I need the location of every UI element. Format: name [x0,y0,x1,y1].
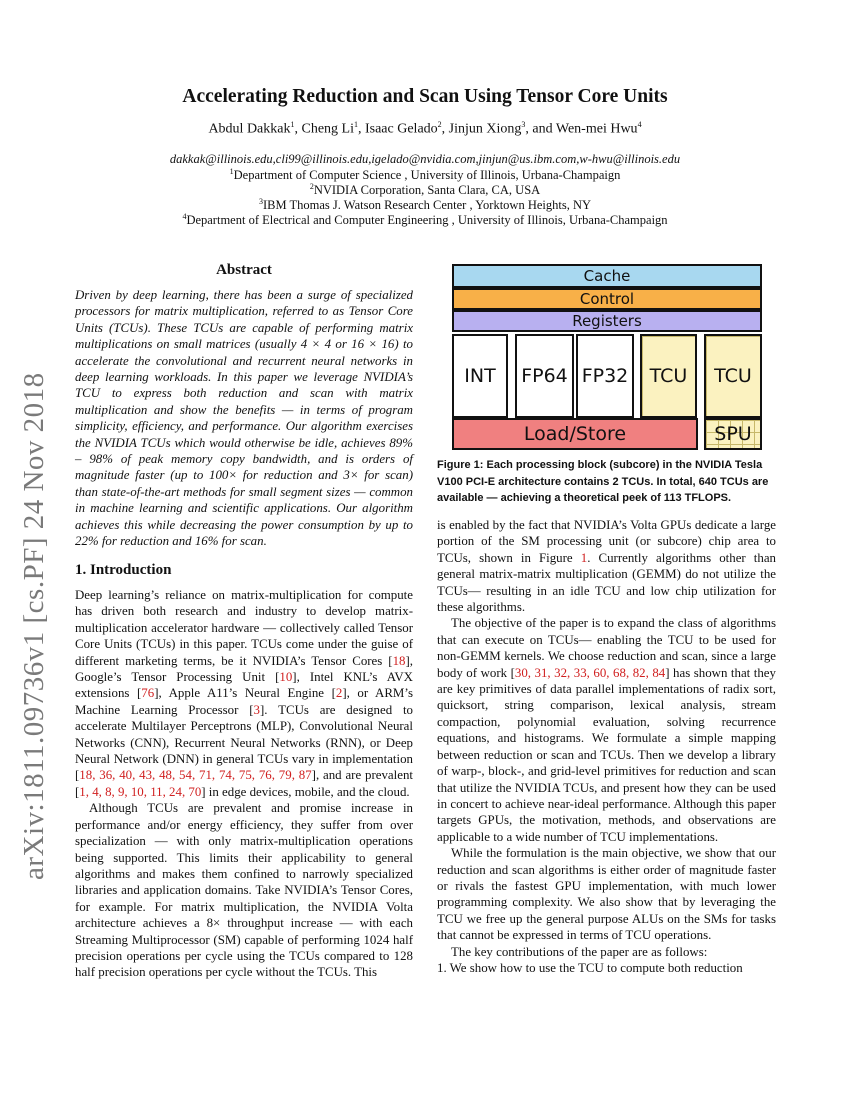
author-emails: dakkak@illinois.edu,cli99@illinois.edu,igelado@nvidia.com,jinjun@us.ibm.com,w-hwu@illinois.edu [169,152,681,166]
author-list: Abdul Dakkak$^1$, Cheng Li$^1$, Isaac Gelado$^2$, Jinjun Xiong$^3$, and Wen-mei Hwu$^4$ [208,120,642,137]
right-paragraph-3: While the formulation is the main objective, we show that our reduction and scan algorithms is either order of magnitude faster or rivals the fastest GPU implementation, with much lower programming complexity. We also show that by leveraging the TCU we free up the general purpose ALUs on the SMs for tasks that cannot be expressed in terms of TCU operations. [437,846,776,943]
affiliation-3: $^3$IBM Thomas J. Watson Research Center , Yorktown Heights, NY [258,197,592,213]
introduction-left-column [75,587,413,981]
author-name: Jinjun Xiong [448,121,522,137]
abstract-text: Driven by deep learning, there has been a surge of specialized processors for matrix multiplication, referred to as Tensor Core Units (TCUs). These TCUs are capable of performing matrix multiplications on small matrices (usually 4 × 4 or 16 × 16) to accelerate the convolutional and recurrent neural networks in deep learning workloads. In this paper we leverage NVIDIA’s TCU to express both reduction and scan with matrix multiplication and show the benefits — in terms of program simplicity, efficiency, and performance. Our algorithm exercises the NVIDIA TCUs which would otherwise be idle, achieves 89% – 98% of peak memory copy bandwidth, and is orders of magnitude faster (up to 100× for reduction and 3× for scan) than state-of-the-art methods for small segment sizes — common in machine learning and scientific applications. Our algorithm achieves this while decreasing the power consumption by up to 22% for reduction and 16% for scan. [75,288,413,549]
registers-block: Registers [452,310,762,332]
control-block: Control [452,288,762,310]
tcu-unit-2: TCU [704,334,762,418]
cache-block: Cache [452,264,762,288]
contribution-list-item-1: 1. We show how to use the TCU to compute both reduction [437,960,743,975]
paper-title: Accelerating Reduction and Scan Using Tensor Core Units [182,86,668,107]
right-paragraph-4: The key contributions of the paper are as follows: [451,944,708,959]
fp64-unit: FP64 [515,334,574,418]
right-paragraph-2: The objective of the paper is to expand the class of algorithms that can execute on TCUs— enabling the TCU to be used for non-GEMM kernels. We choose reduction and scan, since a large body of work [30, 31, 32, 33, 60, 68, 82, 84] has shown that they are key primitives of data parallel implementations of radix sort, quicksort, string comparison, lexical analysis, stream compaction, polynomial evaluation, solving recurrence equations, and histograms. We formulate a simple mapping between reduction or scan and TCUs. Then we develop a library of warp-, block-, and grid-level primitives for reduction and scan that utilize the NVIDIA TCUs, and present how they can be used in concert to achieve near-ideal performance. Although this paper targets GPUs, the motivation, methods, and observations are applicable to a wide number of TCU implementations. [437,616,776,844]
citation-link[interactable]: 18, 36, 40, 43, 48, 54, 71, 74, 75, 76, 79, 87 [79,768,312,783]
author-name: Abdul Dakkak [208,121,291,137]
tcu-unit-1: TCU [640,334,697,418]
spu-block: SPU [704,418,762,450]
introduction-right-column [437,517,776,976]
citation-link[interactable]: 18 [392,653,406,668]
affiliation-1: $^1$Department of Computer Science , University of Illinois, Urbana-Champaign [229,167,621,183]
author-name: Isaac Gelado [364,121,438,137]
citation-link[interactable]: 1, 4, 8, 9, 10, 11, 24, 70 [79,784,202,799]
figure-caption: Figure 1: Each processing block (subcore) in the NVIDIA Tesla V100 PCI-E architecture contains 2 TCUs. In total, 640 TCUs are available — achieving a theoretical peek of 113 TFLOPS. [437,459,769,504]
fp32-unit: FP32 [576,334,634,418]
intro-paragraph-2: Although TCUs are prevalent and promise increase in performance and/or energy efficiency, they suffer from over specialization — with only matrix-multiplication operations being supported. This limits their applicability to general algorithms and makes them confined to narrowly specialized libraries and application domains. Take NVIDIA’s Tensor Cores, for example. For matrix multiplication, the NVIDIA Volta architecture achieves a 8× throughput increase — with each Streaming Multiprocessor (SM) capable of performing 1024 half precision operations per cycle using the TCUs compared to 128 half precision operations per cycle without the TCUs. This [75,801,413,980]
citation-link[interactable]: 3 [253,702,260,717]
abstract-heading: Abstract [216,262,272,278]
arxiv-watermark: arXiv:1811.09736v1 [cs.PF] 24 Nov 2018 [18,372,50,880]
citation-link[interactable]: 2 [335,686,343,701]
citation-link[interactable]: 1 [580,550,588,565]
author-name: Wen-mei Hwu [555,121,638,137]
right-paragraph-1: is enabled by the fact that NVIDIA’s Volta GPUs dedicate a large portion of the SM processing unit (or subcore) chip area to TCUs, shown in Figure 1. Currently algorithms other than general matrix-matrix multiplication (GEMM) do not utilize the TCUs— resulting in an idle TCU and low chip utilization for these algorithms. [437,518,776,615]
intro-paragraph-1: Deep learning’s reliance on matrix-multiplication for compute has driven both research and industry to develop matrix-multiplication accelerator hardware — collectively called Tensor Core Units (TCUs) in this paper. TCUs come under the guise of different marketing terms, be it NVIDIA’s Tensor Cores [18], Google’s Tensor Processing Unit [10], Intel KNL’s AVX extensions [76], Apple A11’s Neural Engine [2], or ARM’s Machine Learning Processor [3]. TCUs are designed to accelerate Multilayer Perceptrons (MLP), Convolutional Neural Networks (CNN), Recurrent Neural Networks (RNN), or Deep Neural Network (DNN) in general TCUs vary in implementation [18, 36, 40, 43, 48, 54, 71, 74, 75, 76, 79, 87], and are prevalent [1, 4, 8, 9, 10, 11, 24, 70] in edge devices, mobile, and the cloud. [75,588,413,799]
affiliation-2: $^2$NVIDIA Corporation, Santa Clara, CA, USA [309,182,541,198]
author-name: Cheng Li [301,121,354,137]
affiliation-4: $^4$Department of Electrical and Computer Engineering , University of Illinois, Urbana-Champaign [182,212,668,228]
int-unit: INT [452,334,508,418]
figure-subcore-diagram [452,264,762,450]
citation-link[interactable]: 10 [279,670,293,685]
citation-link[interactable]: 30, 31, 32, 33, 60, 68, 82, 84 [514,665,666,680]
section-heading-introduction: 1. Introduction [75,562,172,578]
loadstore-block: Load/Store [452,418,698,450]
citation-link[interactable]: 76 [141,686,155,701]
